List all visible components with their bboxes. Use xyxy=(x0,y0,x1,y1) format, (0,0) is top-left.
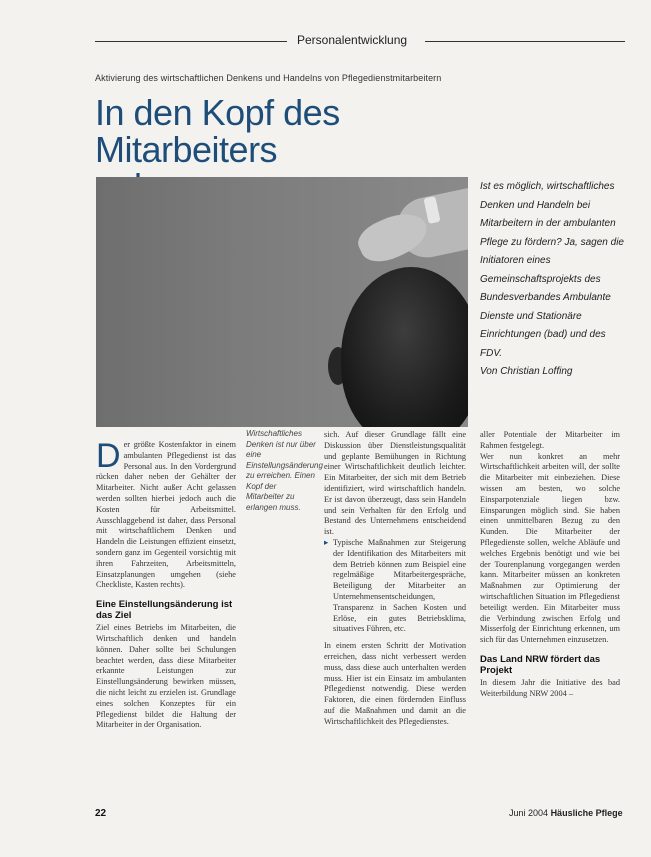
body-column-1 xyxy=(96,437,236,731)
article-title: In den Kopf des Mitarbeiters xyxy=(95,92,340,170)
body-column-2 xyxy=(324,430,466,728)
header-rule-left xyxy=(95,41,287,42)
issue-date: Juni 2004 xyxy=(509,808,549,818)
section-label: Personalentwicklung xyxy=(297,33,408,47)
footer-issue xyxy=(509,808,623,818)
header-rule-right xyxy=(425,41,625,42)
magazine-name: Häusliche Pflege xyxy=(550,808,623,818)
intro-teaser xyxy=(480,178,625,382)
body-column-3 xyxy=(480,430,620,700)
body-paragraph: In diesem Jahr die Initiative des bad Weiterbildung NRW 2004 – xyxy=(480,677,620,698)
subheading: Eine Einstellungsänderung ist das Ziel xyxy=(96,599,233,622)
drop-cap: D xyxy=(96,437,121,475)
body-paragraph: Ziel eines Betriebs im Mitarbeiten, die Wirtschaftlich denken und handeln können. Daher sollte bei Schulungen beachtet werden, dass diese Mitarbeiter erkannte Leistungen zur Einstellungsänderung bewirken müssen, die nicht leicht zu erzielen ist. Grundlage eines solchen Konzeptes für ein Pflegedienst bildet die Haltung der Mitarbeiter in der Organisation. xyxy=(96,623,236,730)
body-paragraph: Wer nun konkret an mehr Wirtschaftlichkeit arbeiten will, der sollte die Mitarbeiter mit einbeziehen. Diese wissen am besten, wo solche Einsparpotenziale liegen bzw. Einsparungen möglich sind. Sie haben einen unmittelbaren Bezug zu den Kunden. Die Mitarbeiter der Pflegedienste sollen, welche Abläufe und welches Ergebnis benötigt und wie bei der Tourenplanung vorgegangen werden kann. Mitarbeiter müssen an konkreten Maßnahmen zur Optimierung der wirtschaftlichen Situation im Pflegedienst beteiligt werden. Ein Mitarbeiter muss die Verbindung zwischen Erfolg und Misserfolg der Einrichtung erkennen, um sich für das Unternehmen einzusetzen. xyxy=(480,451,620,645)
article-photo xyxy=(96,177,468,427)
body-paragraph: aller Potentiale der Mitarbeiter im Rahmen festgelegt. xyxy=(480,430,620,450)
byline: Von Christian Loffing xyxy=(480,366,573,377)
kicker: Aktivierung des wirtschaftlichen Denkens und Handelns von Pflegedienstmitarbeitern xyxy=(95,73,442,83)
photo-caption: Wirtschaftliches Denken ist nur über eine Einstellungsänderung zu erreichen. Einen Kopf der Mitarbeiter zu erlangen muss. xyxy=(246,429,323,512)
page-number: 22 xyxy=(95,808,107,819)
subheading: Das Land NRW fördert das Projekt xyxy=(480,653,601,676)
bullet-item: ▸ Typische Maßnahmen zur Steigerung der Identifikation des Mitarbeiters mit dem Betrieb können zum Beispiel eine regelmäßige Mitarbeitergespräche, Beteiligung der Mitarbeiter an Unternehmensentscheidungen, Transparenz in Sachen Kosten und Erlöse, ein gutes Betriebsklima, situatives Führen, etc. xyxy=(324,538,466,635)
body-paragraph: er größte Kostenfaktor in einem ambulanten Pflegedienst ist das Personal aus. In den Vordergrund rücken daher neben der Gehälter der Mitarbeiter. Nicht außer Acht gelassen werden sollten hierbei jedoch auch die Kosten für Arbeitsmittel. Ausschlaggebend ist daher, dass Personal mit wirtschaftlichem Denken und Handeln die Leistungen effizient einsetzt, sondern ganz im Gegenteil vorsichtig mit ihren Fahrzeiten, Arbeitsmitteln, Einsatzplanungen umgehen (siehe Checkliste, Kasten rechts). xyxy=(96,440,236,590)
photo-bald-head xyxy=(341,267,468,427)
body-paragraph: In einem ersten Schritt der Motivation erreichen, dass nicht verbessert werden muss, dass diese auch unterhalten werden muss. Hier ist ein Einsatz im ambulanten Pflegedienst notwendig. Diese werden Faktoren, die einen fördernden Einfluss auf die Maßnahmen und damit an die Wirtschaftlichkeit des Pflegedienstes. xyxy=(324,641,466,726)
intro-text: Ist es möglich, wirtschaftliches Denken und Handeln bei Mitarbeitern in der ambulanten Pflege zu fördern? Ja, sagen die Initiatoren eines Gemeinschaftsprojekts des Bundesverbandes Ambulante Dienste und Stationäre Einrichtungen (bad) und des FDV. xyxy=(480,181,624,359)
body-paragraph: sich. Auf dieser Grundlage fällt eine Diskussion über Dienstleistungsqualität und geplante Bemühungen in Richtung einer Wirtschaftlichkeit deutlich leichter. Ein Mitarbeiter, der sich mit dem Betrieb identifiziert, wird wirtschaftlich handeln. Er ist davon überzeugt, dass sein Handeln und sein Verhalten für den Erfolg und Bestand des Unternehmens entscheidend ist. xyxy=(324,430,466,537)
